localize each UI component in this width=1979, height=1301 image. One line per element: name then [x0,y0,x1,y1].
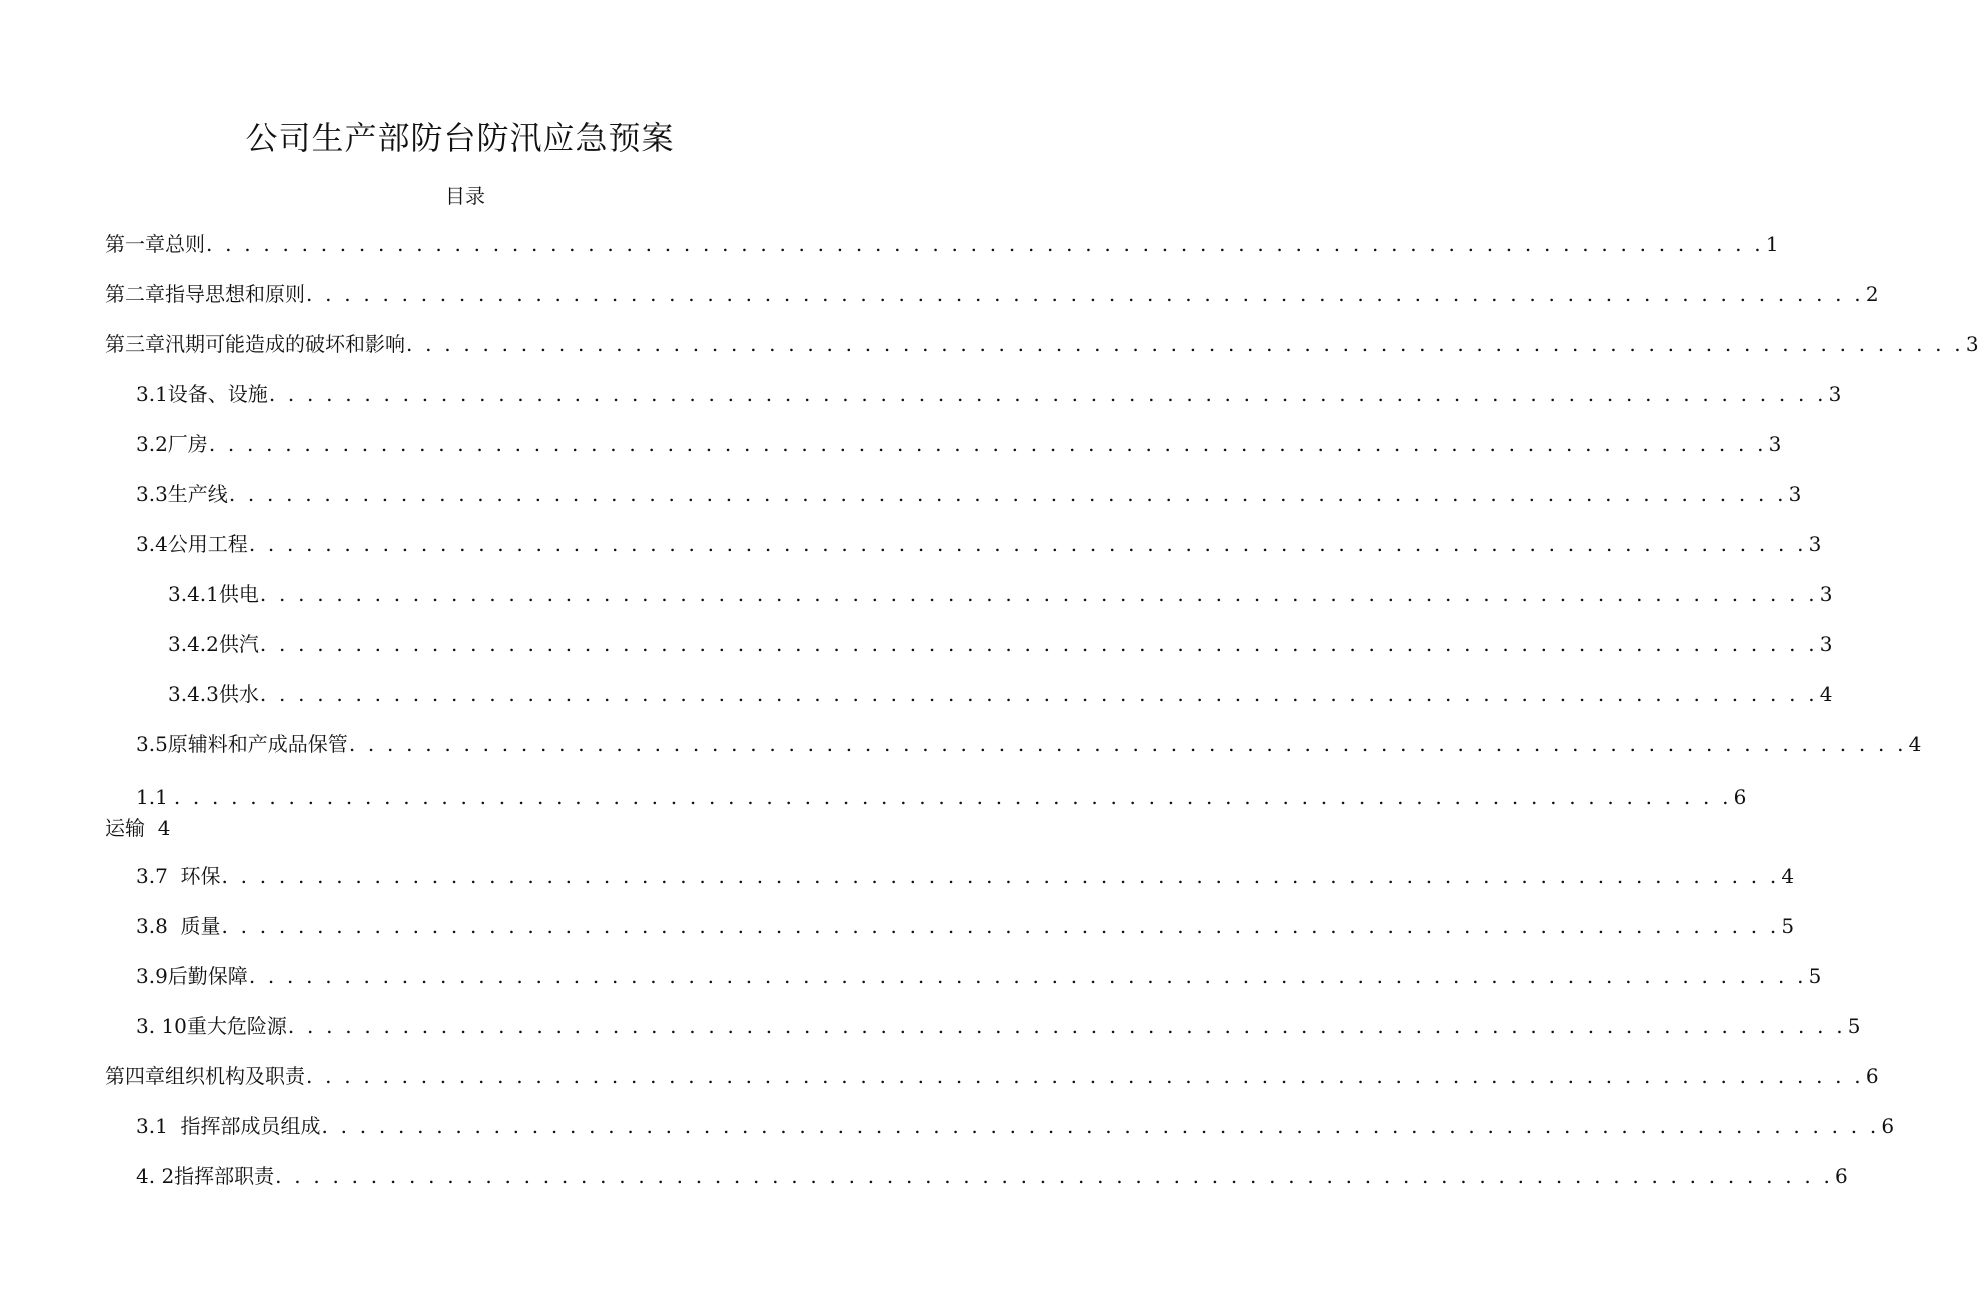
dot-leader: . . . . . . . . . . . . . . . . . . . . . . . . . . . . . . . . . . . . . . . . . . . . . . . . . . . . . . . . . . . . . . . . . . . . . . . . . . . . . . . . . . [348,732,1907,756]
toc-entry-page: 4 [1908,732,1922,756]
toc-entry-page: 6 [1835,1164,1848,1188]
dot-leader: . . . . . . . . . . . . . . . . . . . . . . . . . . . . . . . . . . . . . . . . . . . . . . . . . . . . . . . . . . . . . . . . . . . . . . . . . . . . . . . . . . [228,482,1787,506]
toc-entry-page: 3 [1828,382,1842,406]
toc-entry-page: 3 [1768,432,1782,456]
toc-entry-label: 第三章汛期可能造成的破坏和影响 [105,332,405,356]
dot-leader: . . . . . . . . . . . . . . . . . . . . . . . . . . . . . . . . . . . . . . . . . . . . . . . . . . . . . . . . . . . . . . . . . . . . . . . . . . . . . . . . . . [248,964,1807,988]
toc-entry-3-4[interactable] [136,529,1822,559]
toc-entry-label: 3.1设备、设施 [136,382,268,406]
toc-entry-label: 3.1 指挥部成员组成 [136,1114,321,1138]
dot-leader: . . . . . . . . . . . . . . . . . . . . . . . . . . . . . . . . . . . . . . . . . . . . . . . . . . . . . . . . . . . . . . . . . . . . . . . . . . . . . . . . . . [275,1164,1834,1188]
toc-entry-page: 5 [1781,914,1795,938]
toc-entry-label: 3. 10重大危险源 [136,1014,287,1038]
toc-entry-page: 4 [1781,864,1795,888]
toc-entry-label: 3.4.2供汽 [168,632,259,656]
toc-entry-label: 第四章组织机构及职责 [105,1064,305,1088]
dot-leader: . . . . . . . . . . . . . . . . . . . . . . . . . . . . . . . . . . . . . . . . . . . . . . . . . . . . . . . . . . . . . . . . . . . . . . . . . . . . . . . . . . [208,432,1767,456]
toc-entry-label: 第一章总则 [105,232,205,256]
dot-leader: . . . . . . . . . . . . . . . . . . . . . . . . . . . . . . . . . . . . . . . . . . . . . . . . . . . . . . . . . . . . . . . . . . . . . . . . . . . . . . . . . . [306,1064,1864,1088]
toc-entry-label: 3.8 质量 [136,914,221,938]
toc-entry-label: 3.5原辅料和产成品保管 [136,732,348,756]
toc-entry-3-9[interactable] [136,961,1822,991]
toc-entry-label: 3.3生产线 [136,482,228,506]
toc-entry-label: 1.1 [136,785,168,809]
dot-leader: . . . . . . . . . . . . . . . . . . . . . . . . . . . . . . . . . . . . . . . . . . . . . . . . . . . . . . . . . . . . . . . . . . . . . . . . . . . . . . . . . . [406,332,1964,356]
toc-entry-label: 3.4.3供水 [168,682,259,706]
dot-leader: . . . . . . . . . . . . . . . . . . . . . . . . . . . . . . . . . . . . . . . . . . . . . . . . . . . . . . . . . . . . . . . . . . . . . . . . . . . . . . . . . . [248,532,1807,556]
toc-entry-page: 3 [1965,332,1979,356]
dot-leader: . . . . . . . . . . . . . . . . . . . . . . . . . . . . . . . . . . . . . . . . . . . . . . . . . . . . . . . . . . . . . . . . . . . . . . . . . . . . . . . . . . [321,1114,1880,1138]
dot-leader: . . . . . . . . . . . . . . . . . . . . . . . . . . . . . . . . . . . . . . . . . . . . . . . . . . . . . . . . . . . . . . . . . . . . . . . . . . . . . . . . . . [268,382,1827,406]
toc-entry-page: 3 [1819,582,1833,606]
toc-entry-page: 3 [1788,482,1802,506]
toc-entry-4-1[interactable] [136,1111,1895,1141]
toc-entry-label: 3.4公用工程 [136,532,248,556]
document-title: 公司生产部防台防汛应急预案 [245,119,675,157]
toc-entry-3-5[interactable] [136,729,1922,759]
toc-entry-1-1[interactable] [136,782,1747,812]
toc-entry-3-1[interactable] [136,379,1842,409]
toc-entry-page: 6 [1881,1114,1895,1138]
dot-leader: . . . . . . . . . . . . . . . . . . . . . . . . . . . . . . . . . . . . . . . . . . . . . . . . . . . . . . . . . . . . . . . . . . . . . . . . . . . . . . . . . . [221,914,1780,938]
toc-entry-page: 2 [1865,282,1879,306]
toc-entry-page: 3 [1808,532,1822,556]
toc-entry-4-2[interactable] [136,1161,1848,1191]
toc-entry-page: 6 [1733,785,1747,809]
toc-entry-3-4-1[interactable] [168,579,1833,609]
toc-entry-3-8[interactable] [136,911,1795,941]
toc-entry-3-10[interactable] [136,1011,1861,1041]
dot-leader: . . . . . . . . . . . . . . . . . . . . . . . . . . . . . . . . . . . . . . . . . . . . . . . . . . . . . . . . . . . . . . . . . . . . . . . . . . . . . . . . . . [287,1014,1846,1038]
toc-entry-3-2[interactable] [136,429,1782,459]
toc-entry-label: 3.7 环保 [136,864,221,888]
toc-entry-page: 4 [1819,682,1833,706]
toc-heading: 目录 [445,184,485,208]
toc-entry-chapter-4[interactable] [105,1061,1879,1091]
dot-leader: . . . . . . . . . . . . . . . . . . . . . . . . . . . . . . . . . . . . . . . . . . . . . . . . . . . . . . . . . . . . . . . . . . . . . . . . . . . . . . . . . . [221,864,1780,888]
dot-leader: . . . . . . . . . . . . . . . . . . . . . . . . . . . . . . . . . . . . . . . . . . . . . . . . . . . . . . . . . . . . . . . . . . . . . . . . . . . . . . . . . . [259,632,1818,656]
toc-entry-label: 4. 2指挥部职责 [136,1164,275,1188]
dot-leader: . . . . . . . . . . . . . . . . . . . . . . . . . . . . . . . . . . . . . . . . . . . . . . . . . . . . . . . . . . . . . . . . . . . . . . . . . . . . . . . . . . [259,582,1818,606]
toc-entry-label: 3.9后勤保障 [136,964,248,988]
toc-entry-chapter-3[interactable] [105,329,1979,359]
toc-entry-page: 1 [1765,232,1779,256]
toc-entry-chapter-1[interactable] [105,229,1779,259]
toc-entry-3-3[interactable] [136,479,1802,509]
dot-leader: . . . . . . . . . . . . . . . . . . . . . . . . . . . . . . . . . . . . . . . . . . . . . . . . . . . . . . . . . . . . . . . . . . . . . . . . . . . . . . . . . . [173,785,1732,809]
toc-entry-page: 3 [1819,632,1833,656]
toc-entry-page: 5 [1847,1014,1861,1038]
dot-leader: . . . . . . . . . . . . . . . . . . . . . . . . . . . . . . . . . . . . . . . . . . . . . . . . . . . . . . . . . . . . . . . . . . . . . . . . . . . . . . . . . . [206,232,1764,256]
toc-entry-wrapped-text[interactable]: 运输 4 [105,816,171,840]
toc-entry-3-7[interactable] [136,861,1795,891]
toc-entry-label: 3.2厂房 [136,432,208,456]
toc-entry-label: 第二章指导思想和原则 [105,282,305,306]
toc-entry-chapter-2[interactable] [105,279,1879,309]
dot-leader: . . . . . . . . . . . . . . . . . . . . . . . . . . . . . . . . . . . . . . . . . . . . . . . . . . . . . . . . . . . . . . . . . . . . . . . . . . . . . . . . . . [306,282,1864,306]
dot-leader: . . . . . . . . . . . . . . . . . . . . . . . . . . . . . . . . . . . . . . . . . . . . . . . . . . . . . . . . . . . . . . . . . . . . . . . . . . . . . . . . . . [259,682,1818,706]
toc-entry-label: 3.4.1供电 [168,582,259,606]
toc-entry-page: 5 [1808,964,1822,988]
toc-entry-page: 6 [1865,1064,1879,1088]
toc-entry-3-4-2[interactable] [168,629,1833,659]
toc-entry-3-4-3[interactable] [168,679,1833,709]
